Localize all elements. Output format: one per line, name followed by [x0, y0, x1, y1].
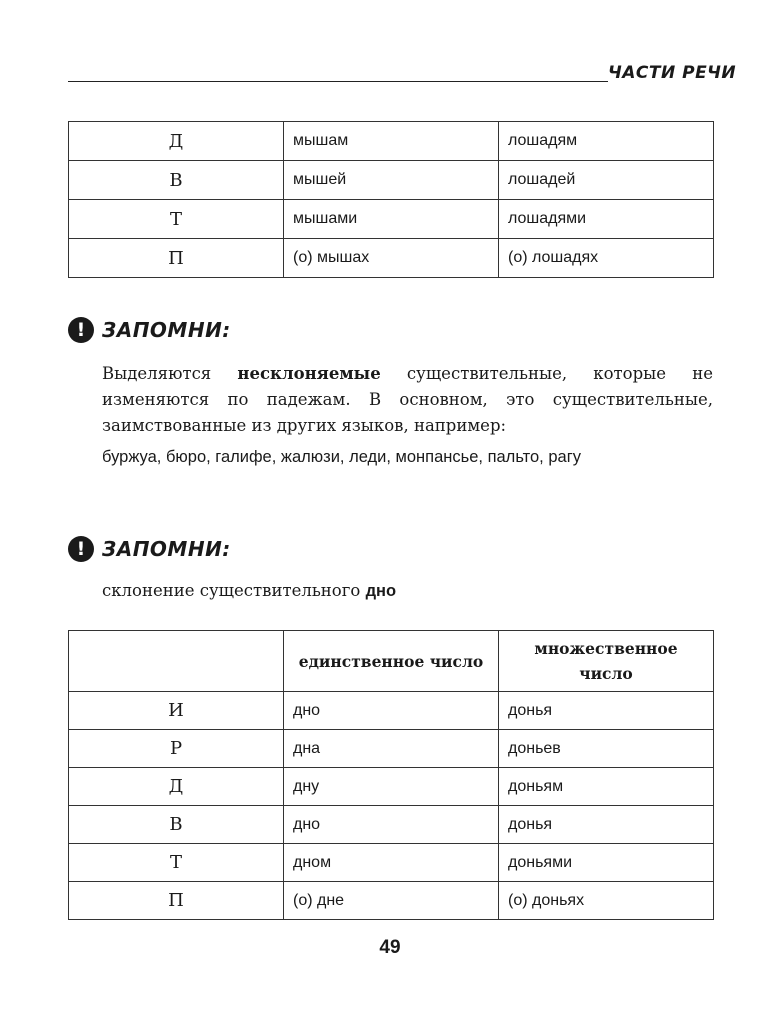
- table-row: [69, 882, 714, 920]
- table-row: [69, 730, 714, 768]
- singular-cell: дну: [284, 768, 499, 806]
- singular-cell: мышей: [284, 161, 499, 200]
- plural-cell: (о) лошадях: [499, 239, 714, 278]
- table-header-row: [69, 631, 714, 692]
- caption-bold-word: дно: [365, 582, 397, 600]
- case-label: Д: [69, 122, 284, 161]
- singular-cell: (о) дне: [284, 882, 499, 920]
- note-title: ЗАПОМНИ:: [102, 318, 231, 342]
- singular-cell: мышами: [284, 200, 499, 239]
- case-label: В: [69, 161, 284, 200]
- singular-cell: дном: [284, 844, 499, 882]
- note-title: ЗАПОМНИ:: [102, 537, 231, 561]
- case-label: П: [69, 882, 284, 920]
- declension-table-mouse-horse: [68, 121, 714, 278]
- header-plural: множественное число: [499, 631, 714, 692]
- indeclinable-examples: буржуа, бюро, галифе, жалюзи, леди, монпансье, пальто, рагу: [102, 448, 581, 466]
- header-empty-cell: [69, 631, 284, 692]
- case-label: Т: [69, 844, 284, 882]
- caption-text: склонение существительного: [102, 581, 366, 600]
- plural-cell: донья: [499, 806, 714, 844]
- exclamation-icon: !: [68, 536, 94, 562]
- running-header-title: ЧАСТИ РЕЧИ: [608, 63, 737, 83]
- header-singular: единственное число: [284, 631, 499, 692]
- indeclinable-nouns-paragraph: [102, 361, 713, 439]
- plural-cell: лошадей: [499, 161, 714, 200]
- table-row: [69, 200, 714, 239]
- plural-cell: доньев: [499, 730, 714, 768]
- paragraph-bold-term: несклоняемые: [237, 364, 381, 383]
- paragraph-text-end: существительные, которые не изменяются по падежам. В основном, это существительные, заимствованные из других языков, например:: [102, 364, 713, 435]
- table-row: [69, 768, 714, 806]
- singular-cell: дно: [284, 806, 499, 844]
- table-row: [69, 122, 714, 161]
- case-label: И: [69, 692, 284, 730]
- singular-cell: дна: [284, 730, 499, 768]
- plural-cell: доньями: [499, 844, 714, 882]
- exclamation-icon: !: [68, 317, 94, 343]
- declension-caption: [102, 581, 396, 601]
- case-label: Д: [69, 768, 284, 806]
- remember-note-heading: [68, 317, 231, 343]
- table-row: [69, 844, 714, 882]
- paragraph-text-start: Выделяются: [102, 364, 238, 383]
- plural-cell: доньям: [499, 768, 714, 806]
- singular-cell: (о) мышах: [284, 239, 499, 278]
- plural-cell: лошадям: [499, 122, 714, 161]
- singular-cell: мышам: [284, 122, 499, 161]
- table-row: [69, 692, 714, 730]
- case-label: Р: [69, 730, 284, 768]
- table-row: [69, 239, 714, 278]
- remember-note-heading: [68, 536, 231, 562]
- declension-table-dno: [68, 630, 714, 920]
- plural-cell: лошадями: [499, 200, 714, 239]
- case-label: Т: [69, 200, 284, 239]
- table-row: [69, 806, 714, 844]
- header-rule: [68, 81, 608, 82]
- case-label: П: [69, 239, 284, 278]
- page-number: 49: [379, 937, 401, 958]
- plural-cell: (о) доньях: [499, 882, 714, 920]
- table-row: [69, 161, 714, 200]
- case-label: В: [69, 806, 284, 844]
- singular-cell: дно: [284, 692, 499, 730]
- plural-cell: донья: [499, 692, 714, 730]
